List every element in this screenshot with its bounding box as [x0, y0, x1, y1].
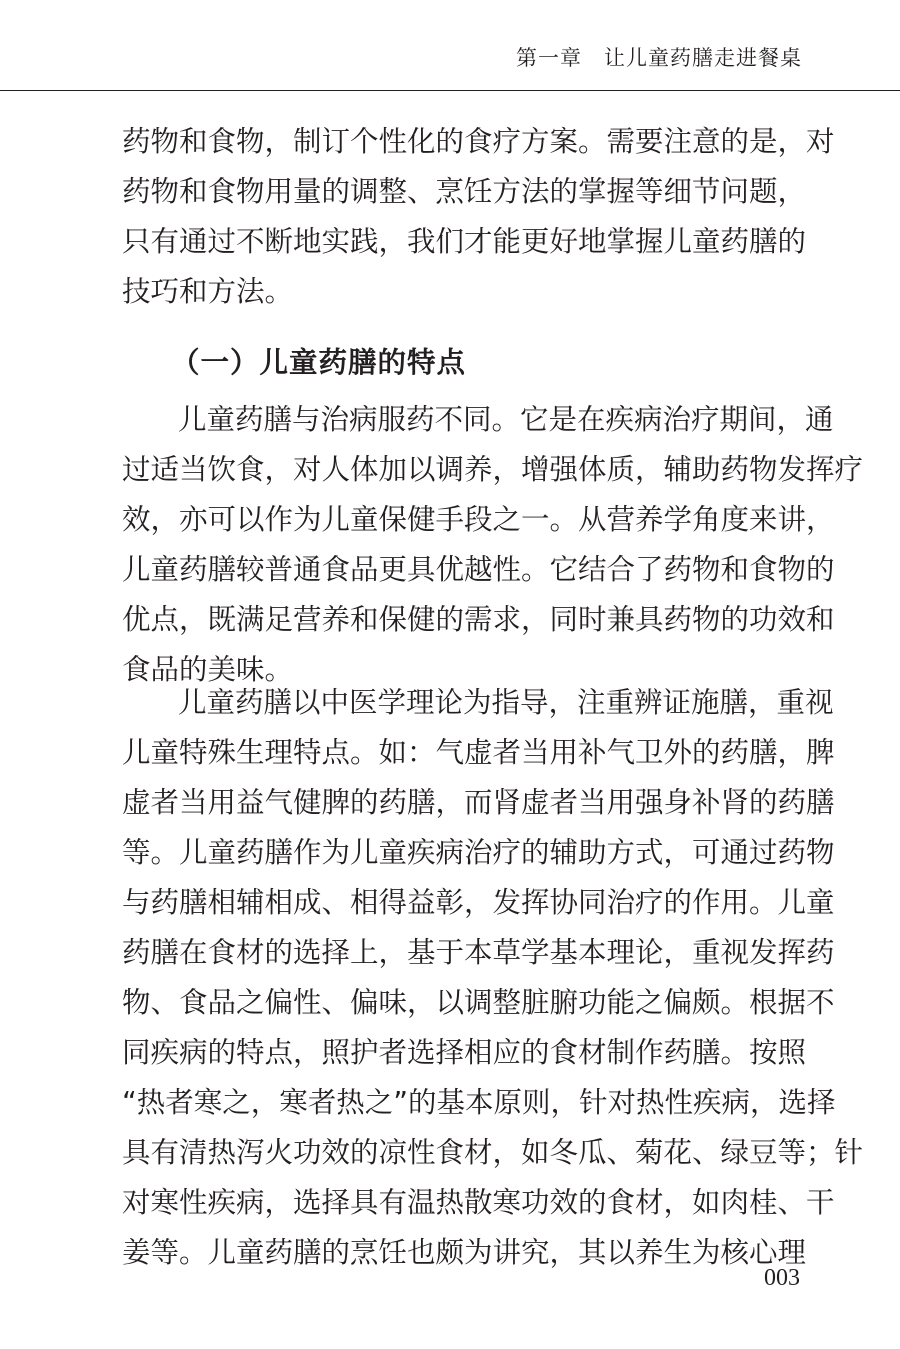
text-line: 儿童特殊生理特点。如：气虚者当用补气卫外的药膳，脾 [122, 736, 835, 769]
text-line: 对寒性疾病，选择具有温热散寒功效的食材，如肉桂、干 [122, 1186, 835, 1219]
text-line: 儿童药膳较普通食品更具优越性。它结合了药物和食物的 [122, 553, 835, 586]
text-line: 过适当饮食，对人体加以调养，增强体质，辅助药物发挥疗 [122, 453, 864, 486]
intro-paragraph [122, 117, 835, 317]
text-line: 等。儿童药膳作为儿童疾病治疗的辅助方式，可通过药物 [122, 836, 835, 869]
text-line: 药膳在食材的选择上，基于本草学基本理论，重视发挥药 [122, 936, 835, 969]
chapter-title: 让儿童药膳走进餐桌 [604, 46, 802, 70]
text-line: “热者寒之，寒者热之”的基本原则，针对热性疾病，选择 [122, 1086, 836, 1119]
paragraph-1 [122, 395, 864, 695]
paragraph-2 [122, 678, 864, 1278]
text-line: 同疾病的特点，照护者选择相应的食材制作药膳。按照 [122, 1036, 807, 1069]
text-line: 优点，既满足营养和保健的需求，同时兼具药物的功效和 [122, 603, 835, 636]
text-line: 儿童药膳与治病服药不同。它是在疾病治疗期间，通 [178, 403, 834, 436]
text-line: 虚者当用益气健脾的药膳，而肾虚者当用强身补肾的药膳 [122, 786, 835, 819]
text-line: 具有清热泻火功效的凉性食材，如冬瓜、菊花、绿豆等；针 [122, 1136, 864, 1169]
text-line: 药物和食物用量的调整、烹饪方法的掌握等细节问题， [122, 175, 807, 208]
header-rule [0, 90, 900, 91]
section-heading: （一）儿童药膳的特点 [171, 346, 467, 379]
text-line: 效，亦可以作为儿童保健手段之一。从营养学角度来讲， [122, 503, 835, 536]
page-number: 003 [764, 1265, 800, 1291]
running-header [516, 48, 802, 69]
text-line: 技巧和方法。 [122, 275, 294, 308]
chapter-number: 第一章 [516, 46, 582, 70]
text-line: 食品的美味。 [122, 653, 294, 686]
text-line: 儿童药膳以中医学理论为指导，注重辨证施膳，重视 [178, 686, 834, 719]
text-line: 姜等。儿童药膳的烹饪也颇为讲究，其以养生为核心理 [122, 1236, 807, 1269]
text-line: 只有通过不断地实践，我们才能更好地掌握儿童药膳的 [122, 225, 807, 258]
text-line: 与药膳相辅相成、相得益彰，发挥协同治疗的作用。儿童 [122, 886, 835, 919]
text-line: 物、食品之偏性、偏味，以调整脏腑功能之偏颇。根据不 [122, 986, 835, 1019]
text-line: 药物和食物，制订个性化的食疗方案。需要注意的是，对 [122, 125, 835, 158]
